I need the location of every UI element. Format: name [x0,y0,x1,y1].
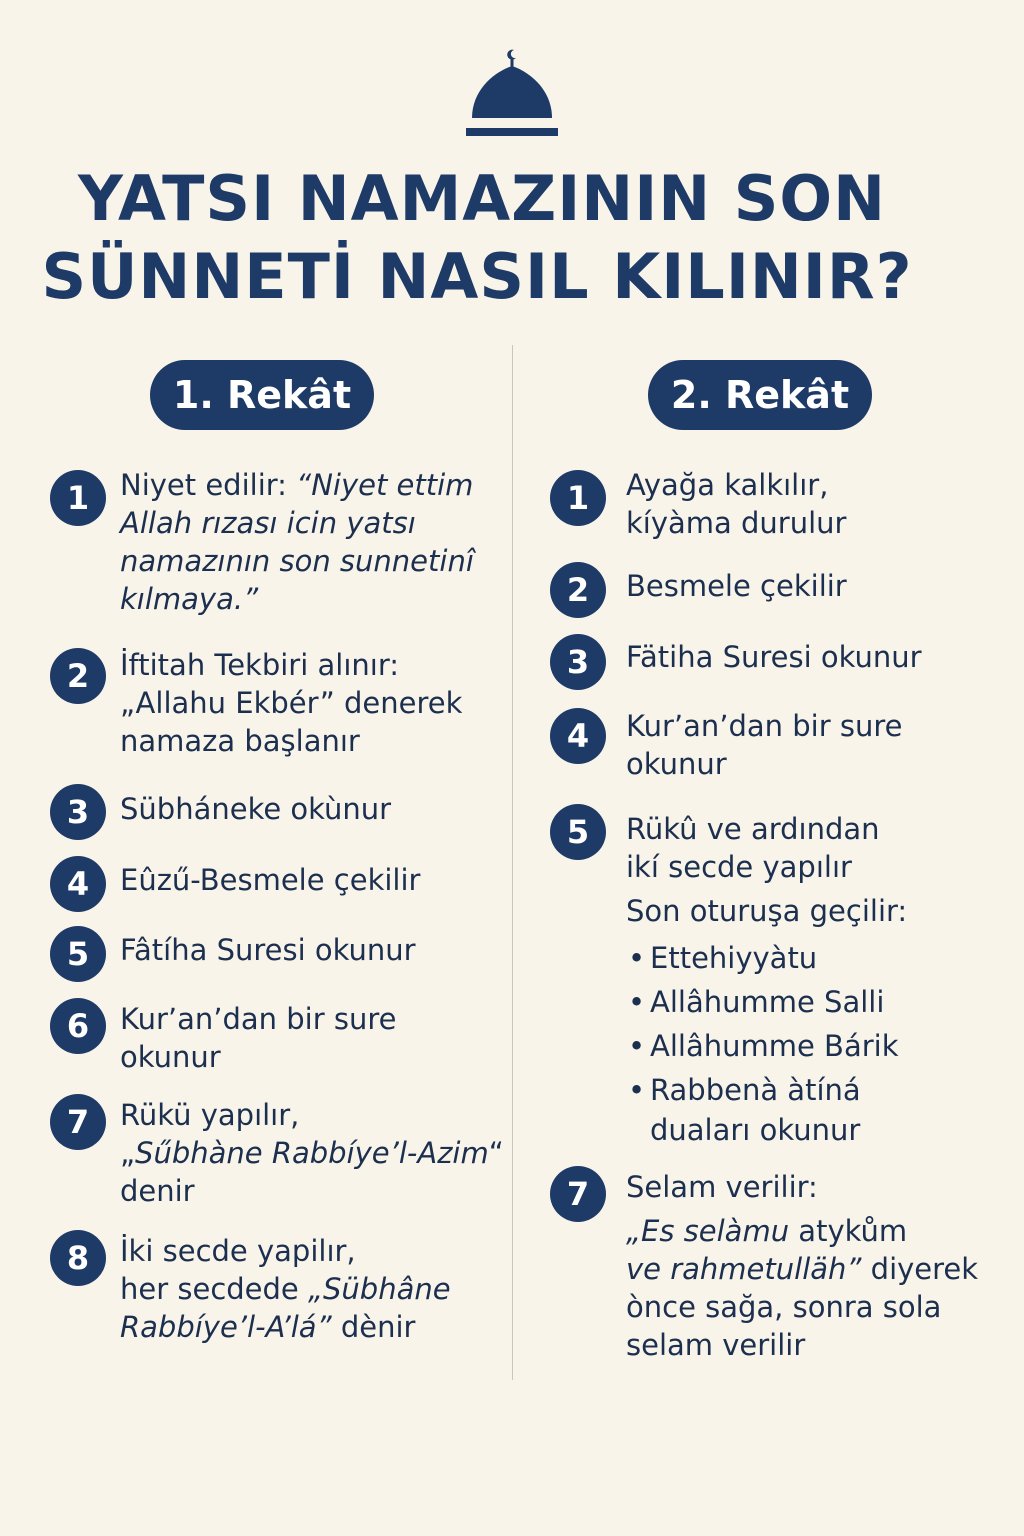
step-text-part: Niyet edilir: [120,468,297,502]
step-text: Eûzű-Besmele çekilir [120,863,421,897]
step-text [626,707,902,783]
step-text [626,466,846,542]
list-item-text: duaları okunur [650,1113,861,1147]
step-number-badge: 7 [550,1166,606,1222]
step-text-part: kíyàma durulur [626,506,847,540]
step-text-part: denir [120,1174,195,1208]
step-number-badge: 6 [50,998,106,1054]
step-text-part: „Es selàmu [626,1214,790,1248]
column-divider [512,345,513,1380]
step-text [120,1000,396,1076]
step-text-part: Kur’an’dan bir sure [120,1002,397,1036]
step-text-part: selam verilir [626,1328,806,1362]
title-line-2: SÜNNETİ NASIL KILINIR? [41,240,913,313]
step-text: Fâtíha Suresi okunur [120,933,416,967]
list-item [628,980,898,1024]
step-text-part: Ayağa kalkılır, [626,468,829,502]
step-text-part: atykům [789,1214,908,1248]
step-text-part: İki secde yapilır, [120,1234,356,1268]
step-text-line [626,1212,907,1250]
step-text-part: namaza başlanır [120,724,360,758]
step-text-part: kılmaya.” [120,582,259,616]
bullet-dot: • [628,1073,646,1107]
step-number-badge: 2 [550,562,606,618]
step-number-badge: 1 [550,470,606,526]
list-item [628,1068,898,1148]
bullet-dot: • [628,941,646,975]
step-text-part: „Sübhâne [307,1272,451,1306]
step-text-part: diyerek [861,1252,979,1286]
step-text-part: İftitah Tekbiri alınır: [120,648,400,682]
step-number-badge: 5 [550,804,606,860]
step-text: Fätiha Suresi okunur [626,640,922,674]
step-text-part: Rükû ve ardından [626,812,880,846]
step-number-badge: 2 [50,648,106,704]
step-text-part: Allah rızası icin yatsı [120,506,416,540]
step-text [120,1232,451,1346]
dua-list [628,936,898,1148]
bullet-dot: • [628,985,646,1019]
step-text: Sübháneke okùnur [120,792,392,826]
step-text-part: Son oturuşa geçilir: [626,894,908,928]
step-text-part: ònce sağa, sonra sola [626,1290,942,1324]
step-text-part: Kur’an’dan bir sure [626,709,903,743]
title-line-1: YATSI NAMAZININ SON [78,162,886,235]
list-item [628,936,898,980]
bullet-dot: • [628,1029,646,1063]
step-number-badge: 4 [50,856,106,912]
step-text [120,1096,504,1210]
step-text-part: okunur [120,1040,221,1074]
step-text-part: Rabbíye’l-A’lá” [120,1310,332,1344]
step-number-badge: 3 [550,634,606,690]
step-text [120,466,474,618]
step-text-part: “Niyet ettim [296,468,474,502]
step-text: Besmele çekilir [626,569,847,603]
step-text [626,810,907,930]
step-text-part: namazının son sunnetinî [120,544,474,578]
list-item-text: Ettehiyyàtu [650,941,818,975]
step-number-badge: 4 [550,708,606,764]
step-text-part: “ [488,1136,504,1170]
step-text-part: her secdede [120,1272,308,1306]
list-item-text: Allâhumme Salli [650,985,885,1019]
step-text-part: Sűbhàne Rabbíye’l-Azim [135,1136,489,1170]
mosque-dome-icon [464,44,560,140]
step-text [626,1168,978,1364]
rekat-2-heading: 2. Rekât [648,360,872,430]
step-text-part: Selam verilir: [626,1170,818,1204]
step-number-badge: 1 [50,470,106,526]
step-text-part: okunur [626,747,727,781]
step-text [120,646,462,760]
page-title [0,160,1024,316]
step-number-badge: 5 [50,926,106,982]
step-text-part: „ [120,1136,136,1170]
rekat-1-heading: 1. Rekât [150,360,374,430]
step-number-badge: 8 [50,1230,106,1286]
step-text-part: ve rahmetulläh” [626,1252,862,1286]
step-text-part: Rükü yapılır, [120,1098,300,1132]
step-number-badge: 3 [50,784,106,840]
list-item [628,1024,898,1068]
step-text-part: dènir [331,1310,416,1344]
step-text-part: ikí secde yapılır [626,850,852,884]
list-item-text: Allâhumme Bárik [650,1029,899,1063]
step-text-part: „Allahu Ekbér” denerek [120,686,463,720]
step-number-badge: 7 [50,1094,106,1150]
list-item-text: Rabbenà àtíná [650,1073,861,1107]
